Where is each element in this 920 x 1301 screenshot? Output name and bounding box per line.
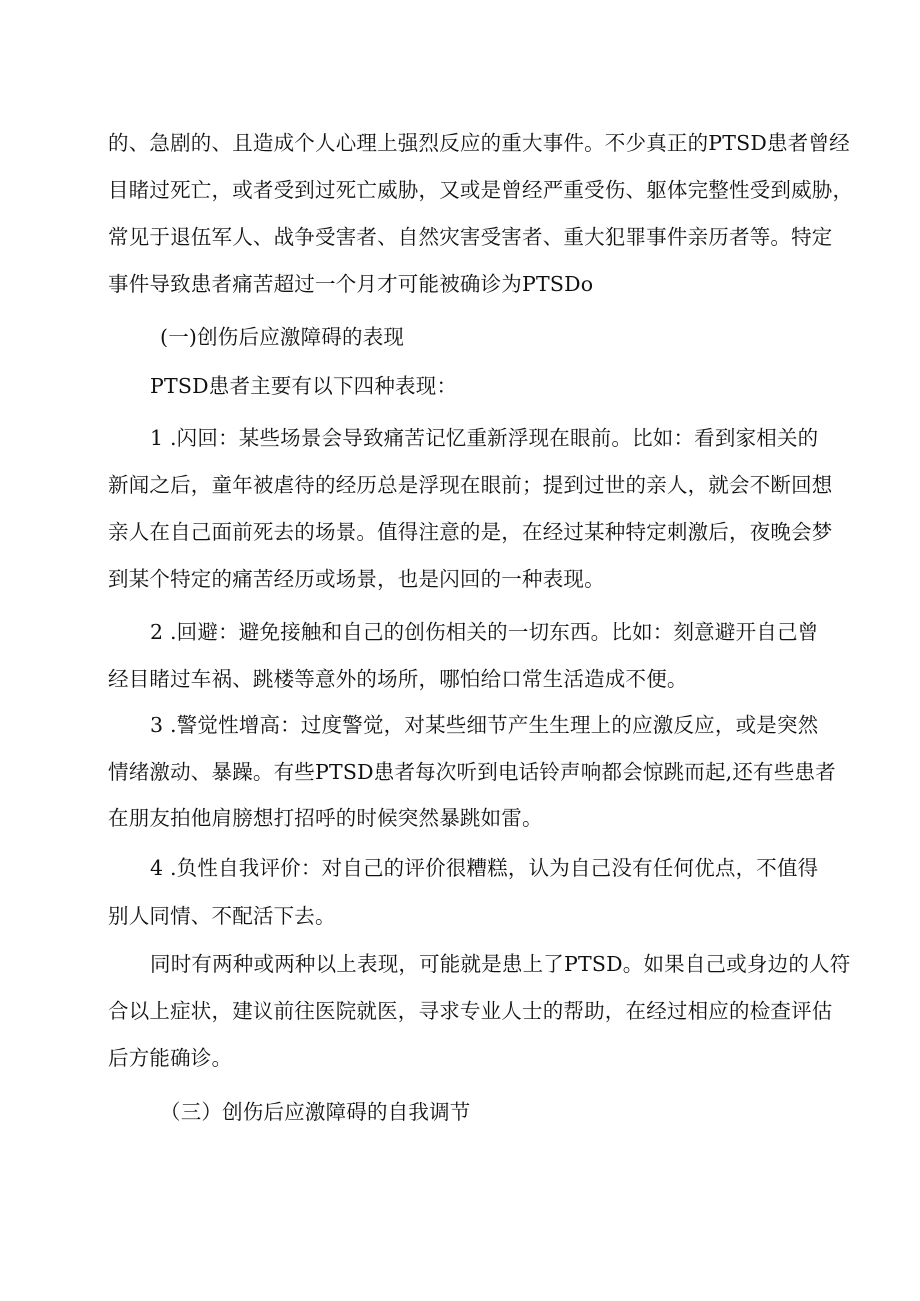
text-line: 1 .闪回：某些场景会导致痛苦记忆重新浮现在眼前。比如：看到家相关的	[150, 426, 819, 450]
text-line: 2 .回避：避免接触和自己的创伤相关的一切东西。比如：刻意避开自己曾	[150, 620, 819, 644]
text-line: 目睹过死亡，或者受到过死亡威胁，又或是曾经严重受伤、躯体完整性受到威胁，	[108, 178, 854, 202]
text-line: 合以上症状，建议前往医院就医，寻求专业人士的帮助，在经过相应的检查评估	[108, 999, 833, 1023]
text-line: 经目睹过车祸、跳楼等意外的场所，哪怕给口常生活造成不便。	[108, 667, 688, 691]
text-line: 到某个特定的痛苦经历或场景，也是闪回的一种表现。	[108, 567, 605, 591]
text-line: 新闻之后，童年被虐待的经历总是浮现在眼前；提到过世的亲人，就会不断回想	[108, 473, 833, 497]
text-line: 的、急剧的、且造成个人心理上强烈反应的重大事件。不少真正的PTSD患者曾经	[108, 131, 850, 155]
section-heading: (一)创伤后应激障碍的表现	[160, 325, 405, 349]
text-line: 常见于退伍军人、战争受害者、自然灾害受害者、重大犯罪事件亲历者等。特定	[108, 225, 833, 249]
text-line: 亲人在自己面前死去的场景。值得注意的是，在经过某种特定刺激后，夜晚会梦	[108, 520, 833, 544]
section-heading: （三）创伤后应激障碍的自我调节	[160, 1100, 471, 1124]
text-line: 同时有两种或两种以上表现，可能就是患上了PTSD。如果自己或身边的人符	[150, 952, 851, 976]
text-line: 后方能确诊。	[108, 1046, 233, 1070]
text-line: 3 .警觉性增高：过度警觉，对某些细节产生生理上的应激反应，或是突然	[150, 713, 819, 737]
text-line: 情绪激动、暴躁。有些PTSD患者每次听到电话铃声响都会惊跳而起,还有些患者	[108, 760, 836, 784]
text-line: 在朋友拍他肩膀想打招呼的时候突然暴跳如雷。	[108, 806, 543, 830]
text-line: 4 .负性自我评价：对自己的评价很糟糕，认为自己没有任何优点，不值得	[150, 856, 819, 880]
paragraph-symptoms-intro: PTSD患者主要有以下四种表现：	[150, 374, 458, 398]
text-line: 事件导致患者痛苦超过一个月才可能被确诊为PTSDo	[108, 272, 594, 296]
text-line: 别人同情、不配活下去。	[108, 904, 336, 928]
